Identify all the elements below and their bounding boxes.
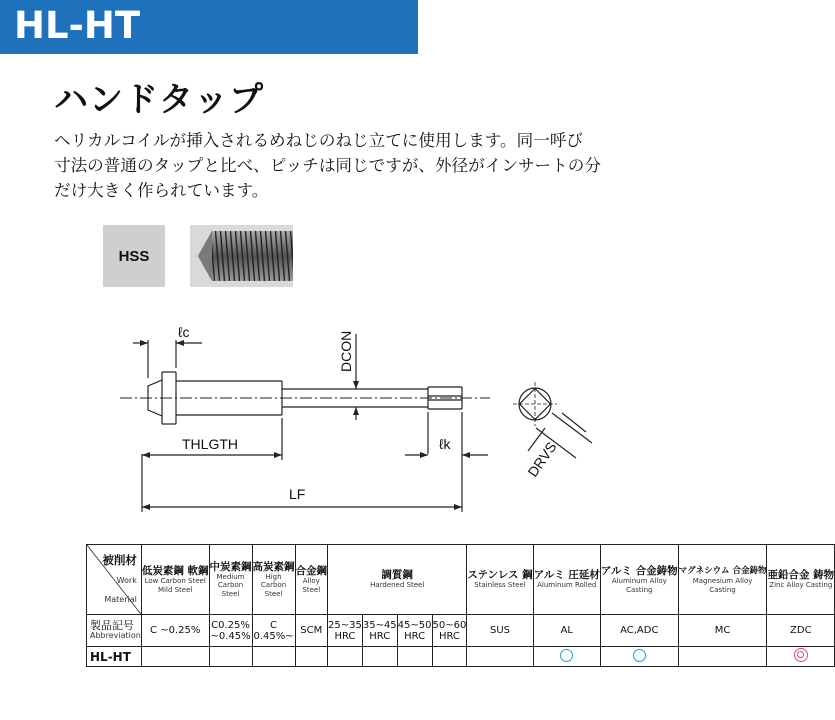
- suitability-cell: [533, 647, 600, 667]
- col-header-zinc: 亜鉛合金 鋳物 Zinc Alloy Casting: [767, 545, 835, 615]
- page-title: ハンドタップ: [54, 80, 264, 120]
- abbr-cell: MC: [678, 615, 767, 647]
- diagonal-divider: [87, 545, 141, 614]
- material-compatibility-table: [86, 544, 835, 667]
- suitability-cell: [328, 647, 363, 667]
- dimension-diagram: [0, 300, 720, 540]
- abbreviation-row-label: 製品記号 Abbreviation: [87, 615, 142, 647]
- col-header-stainless: ステンレス 鋼 Stainless Steel: [467, 545, 533, 615]
- material-badge: [103, 225, 165, 287]
- description-line: だけ大きく作られています。: [54, 181, 269, 200]
- suitability-cell: [432, 647, 467, 667]
- label-lf: LF: [289, 486, 306, 502]
- product-code-heading: HL-HT: [14, 4, 141, 47]
- work-material-label: 被削材: [102, 553, 137, 567]
- suitability-cell: [209, 647, 252, 667]
- label-lc: ℓc: [178, 324, 190, 340]
- col-header-high-carbon: 高炭素鋼 High Carbon Steel: [252, 545, 295, 615]
- header-corner-cell: [87, 545, 142, 615]
- abbr-cell: C0.25% ~0.45%: [209, 615, 252, 647]
- suitability-cell: [295, 647, 328, 667]
- col-header-aluminum-rolled: アルミ 圧延材 Aluminum Rolled: [533, 545, 600, 615]
- suitability-cell: [467, 647, 533, 667]
- abbr-cell: 25~35 HRC: [328, 615, 363, 647]
- abbr-cell: 35~45 HRC: [362, 615, 397, 647]
- abbr-cell: SUS: [467, 615, 533, 647]
- work-material-label-en: Work Material: [104, 576, 137, 604]
- abbr-cell: 45~50 HRC: [397, 615, 432, 647]
- suitability-cell: [678, 647, 767, 667]
- abbr-cell: SCM: [295, 615, 328, 647]
- product-code-cell: HL-HT: [87, 647, 142, 667]
- label-lk: ℓk: [439, 436, 451, 452]
- double-circle-mark-icon: [794, 648, 808, 662]
- description: [54, 128, 684, 203]
- suitability-cell: [767, 647, 835, 667]
- material-badge-label: HSS: [118, 247, 150, 265]
- col-header-hardened: 調質鋼 Hardened Steel: [328, 545, 467, 615]
- suitability-cell: [362, 647, 397, 667]
- abbr-cell: C ~0.25%: [141, 615, 209, 647]
- abbr-cell: AL: [533, 615, 600, 647]
- circle-mark-icon: [633, 649, 646, 662]
- label-dcon: DCON: [338, 330, 354, 372]
- col-header-magnesium: マグネシウム 合金鋳物 Magnesium Alloy Casting: [678, 545, 767, 615]
- suitability-cell: [600, 647, 678, 667]
- col-header-aluminum-casting: アルミ 合金鋳物 Aluminum Alloy Casting: [600, 545, 678, 615]
- col-header-alloy: 合金鋼 Alloy Steel: [295, 545, 328, 615]
- description-line: ヘリカルコイルが挿入されるめねじのねじ立てに使用します。同一呼び: [54, 131, 584, 150]
- suitability-cell: [252, 647, 295, 667]
- col-header-medium-carbon: 中炭素鋼 Medium Carbon Steel: [209, 545, 252, 615]
- abbr-cell: AC,ADC: [600, 615, 678, 647]
- label-thlgth: THLGTH: [182, 436, 238, 452]
- suitability-cell: [141, 647, 209, 667]
- label-drvs: DRVS: [524, 438, 560, 480]
- description-line: 寸法の普通のタップと比べ、ピッチは同じですが、外径がインサートの分: [54, 156, 601, 175]
- suitability-cell: [397, 647, 432, 667]
- abbr-cell: 50~60 HRC: [432, 615, 467, 647]
- col-header-low-carbon: 低炭素鋼 軟鋼 Low Carbon Steel Mild Steel: [141, 545, 209, 615]
- tap-thread-illustration: [190, 225, 293, 287]
- abbr-cell: ZDC: [767, 615, 835, 647]
- circle-mark-icon: [560, 649, 573, 662]
- abbr-cell: C 0.45%~: [252, 615, 295, 647]
